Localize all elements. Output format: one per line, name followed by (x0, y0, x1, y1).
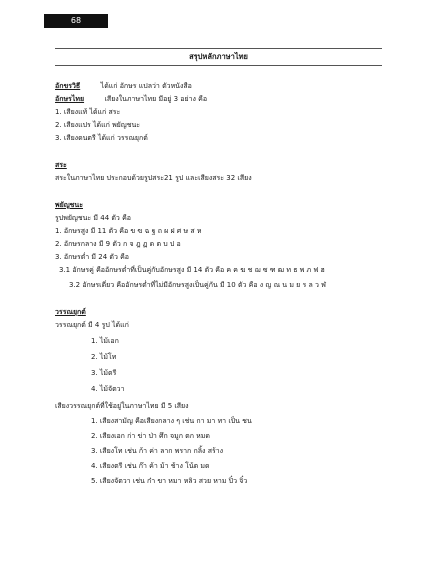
list-item: 5. เสียงจัตวา เช่น ก๋า ขา หมา หลิว สวย หาม ปิ๋ว จิ๋ว (91, 477, 248, 485)
page-title-box (55, 48, 382, 66)
list-item: 2. เสียงแปร ได้แก่ พยัญชนะ (55, 121, 141, 129)
document-body (55, 80, 385, 488)
sara-text: สระในภาษาไทย ประกอบด้วยรูปสระ21 รูป และเสียงสระ 32 เสียง (55, 174, 252, 182)
page-title: สรุปหลักภาษาไทย (189, 52, 248, 61)
list-item: 1. เสียงแท้ ได้แก่ สระ (55, 108, 121, 116)
list-item: 3. อักษรต่ำ มี 24 ตัว คือ (55, 253, 129, 261)
list-item: 3.2 อักษรเดี่ยว คืออักษรต่ำที่ไม่มีอักษรสูงเป็นคู่กัน มี 10 ตัว คือ ง ญ ณ น ม ย ร ล ว ฬ (69, 281, 326, 289)
page-number: 68 (70, 16, 82, 25)
sara-heading: สระ (55, 161, 67, 169)
list-item: 1. อักษรสูง มี 11 ตัว คือ ข ฃ ฉ ฐ ถ ผ ฝ ศ ษ ส ห (55, 227, 202, 235)
aksorn-witi-term: อักขรวิธี (55, 82, 81, 90)
list-item: 1. ไม้เอก (91, 337, 119, 345)
list-item: 2. ไม้โท (91, 353, 117, 361)
page-number-bar (44, 14, 108, 28)
tones-intro: เสียงวรรณยุกต์ที่ใช้อยู่ในภาษาไทย มี 5 เสียง (55, 402, 189, 410)
aksorn-witi-definition: ได้แก่ อักษร แปลว่า ตัวหนังสือ (100, 82, 192, 90)
list-item: 2. อักษรกลาง มี 9 ตัว ก จ ฎ ฏ ด ต บ ป อ (55, 240, 181, 248)
list-item: 4. ไม้จัตวา (91, 385, 125, 393)
list-item: 3. เสียงโท เช่น ก้า ค่า ลาก พราก กลิ้ง สร้าง (91, 447, 224, 455)
wannayuk-heading: วรรณยุกต์ (55, 308, 86, 316)
list-item: 3.1 อักษรคู่ คืออักษรต่ำที่เป็นคู่กับอักษรสูง มี 14 ตัว คือ ค ฅ ฆ ช ฌ ซ ฑ ฒ ท ธ พ ภ ฟ ฮ (59, 266, 325, 274)
wannayuk-intro: วรรณยุกต์ มี 4 รูป ได้แก่ (55, 321, 129, 329)
list-item: 2. เสียงเอก ก่า ข่า ป่า ศึก จมูก ตก หมด (91, 432, 210, 440)
aksorn-witi-line (55, 80, 385, 93)
list-item: 3. ไม้ตรี (91, 369, 117, 377)
aksorn-thai-line (55, 93, 385, 106)
phayanchana-heading: พยัญชนะ (55, 201, 83, 209)
list-item: 1. เสียงสามัญ คือเสียงกลาง ๆ เช่น กา มา ทา เป็น ชน (91, 417, 252, 425)
aksorn-thai-intro: เสียงในภาษาไทย มีอยู่ 3 อย่าง คือ (104, 95, 208, 103)
aksorn-thai-term: อักษรไทย (55, 95, 85, 103)
list-item: 3. เสียงดนตรี ได้แก่ วรรณยุกต์ (55, 134, 148, 142)
list-item: 4. เสียงตรี เช่น ก๊า ค้า ม้า ช้าง โน้ต มด (91, 462, 210, 470)
phayanchana-intro: รูปพยัญชนะ มี 44 ตัว คือ (55, 214, 131, 222)
